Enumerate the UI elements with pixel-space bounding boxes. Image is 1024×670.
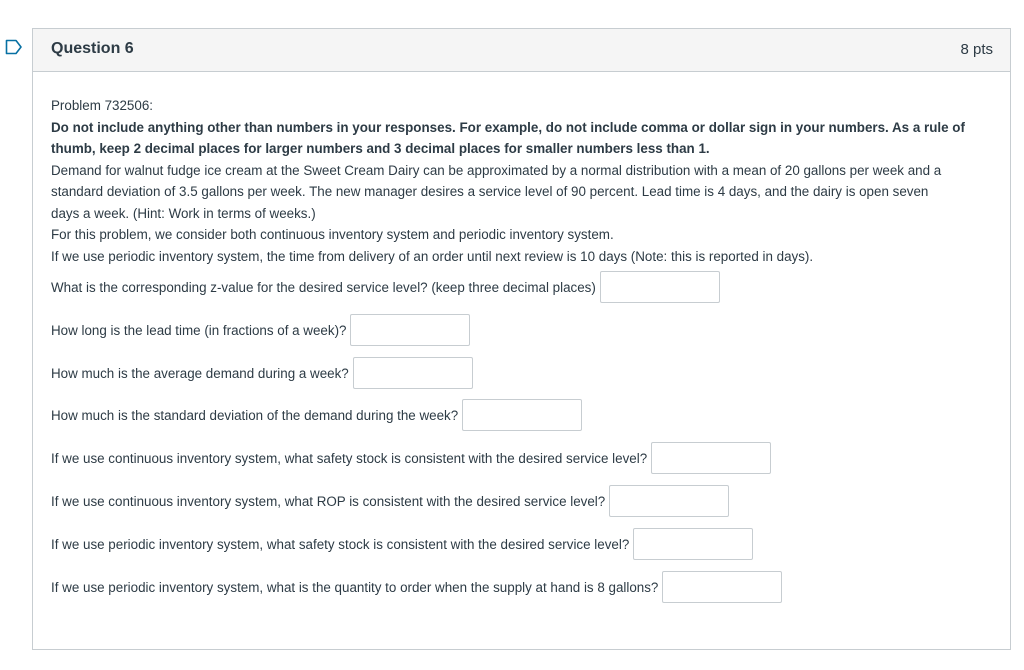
- subquestion-label: How much is the average demand during a week?: [51, 365, 349, 381]
- subquestion-average-demand: [51, 357, 473, 389]
- flag-question-icon[interactable]: [5, 39, 23, 55]
- instructions-line-1: Do not include anything other than numbers in your responses. For example, do not include comma or dollar sign in your numbers. As a rule of: [51, 119, 965, 135]
- question-title: Question 6: [51, 40, 134, 57]
- problem-text-line-4: For this problem, we consider both continuous inventory system and periodic inventory system.: [51, 227, 614, 242]
- problem-text-line-5: If we use periodic inventory system, the time from delivery of an order until next review is 10 days (Note: this is reported in days).: [51, 248, 814, 264]
- question-header: [33, 29, 1010, 72]
- problem-text-line-1: Demand for walnut fudge ice cream at the Sweet Cream Dairy can be approximated by a normal distribution with a mean of 20 gallons per week and a: [51, 162, 942, 178]
- subquestion-label: What is the corresponding z-value for the desired service level? (keep three decimal places): [51, 279, 596, 295]
- subquestion-label: If we use periodic inventory system, what is the quantity to order when the supply at hand is 8 gallons?: [51, 579, 659, 595]
- problem-text-line-2: standard deviation of 3.5 gallons per week. The new manager desires a service level of 90 percent. Lead time is 4 days, and the dairy is open seven: [51, 184, 929, 199]
- subquestion-periodic-order-quantity: [51, 571, 782, 603]
- lead-time-input[interactable]: [350, 314, 470, 346]
- subquestion-label: If we use continuous inventory system, what ROP is consistent with the desired service level?: [51, 493, 606, 509]
- average-demand-input[interactable]: [353, 357, 473, 389]
- problem-id: Problem 732506:: [51, 98, 153, 113]
- subquestion-continuous-rop: [51, 485, 729, 517]
- subquestion-periodic-safety-stock: [51, 528, 753, 560]
- problem-text-line-3: days a week. (Hint: Work in terms of weeks.): [51, 205, 316, 221]
- subquestion-label: If we use continuous inventory system, what safety stock is consistent with the desired service level?: [51, 450, 648, 466]
- continuous-rop-input[interactable]: [609, 485, 729, 517]
- continuous-safety-stock-input[interactable]: [651, 442, 771, 474]
- subquestion-label: If we use periodic inventory system, what safety stock is consistent with the desired service level?: [51, 536, 630, 552]
- subquestion-label: How long is the lead time (in fractions of a week)?: [51, 322, 347, 338]
- std-deviation-input[interactable]: [462, 399, 582, 431]
- subquestion-z-value: [51, 271, 720, 303]
- periodic-safety-stock-input[interactable]: [633, 528, 753, 560]
- question-text: [51, 95, 996, 267]
- question-points: 8 pts: [960, 41, 993, 58]
- z-value-input[interactable]: [600, 271, 720, 303]
- subquestion-lead-time: [51, 314, 470, 346]
- subquestion-label: How much is the standard deviation of the demand during the week?: [51, 407, 459, 423]
- subquestion-std-deviation: [51, 399, 582, 431]
- subquestion-continuous-safety-stock: [51, 442, 771, 474]
- question-card: [32, 28, 1011, 650]
- periodic-order-quantity-input[interactable]: [662, 571, 782, 603]
- instructions-line-2: thumb, keep 2 decimal places for larger numbers and 3 decimal places for smaller numbers less than 1.: [51, 141, 710, 156]
